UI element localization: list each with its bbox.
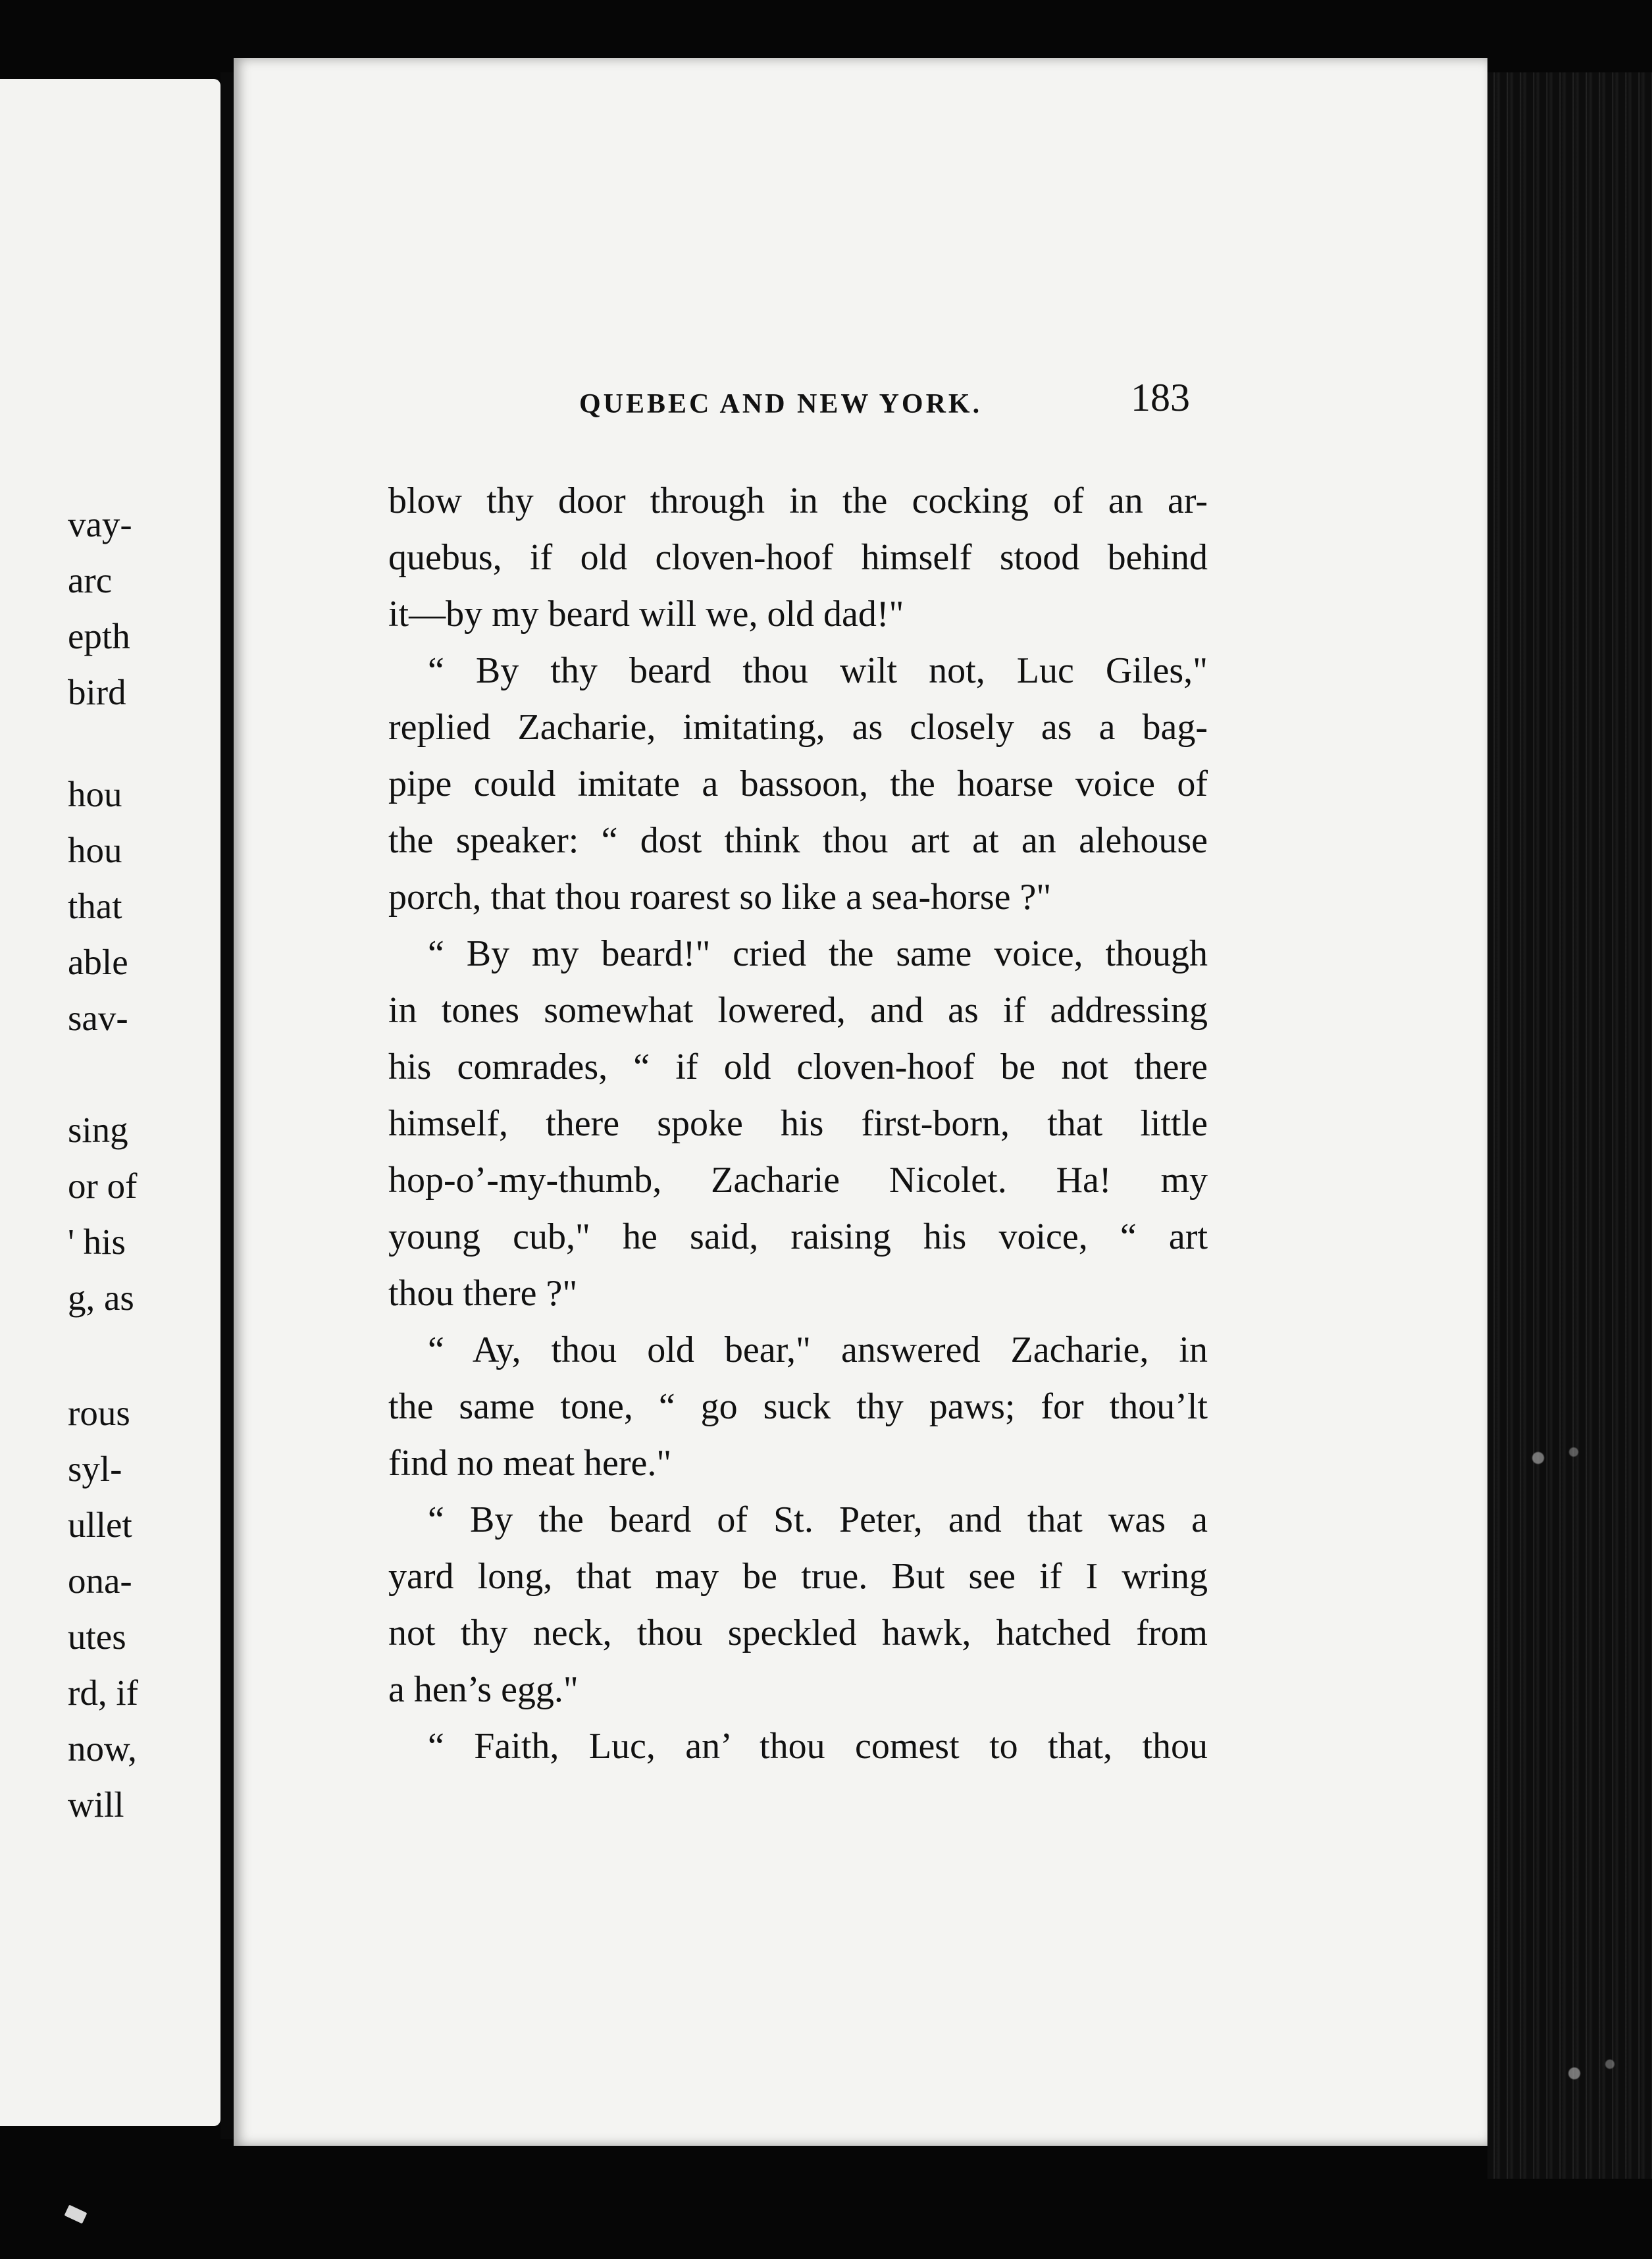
text-line: the speaker: “ dost think thou art at an alehouse (388, 820, 1208, 861)
left-fragment: hou (68, 830, 122, 870)
text-line: it—by my beard will we, old dad!" (388, 594, 904, 635)
text-line: “ Ay, thou old bear," answered Zacharie, in (428, 1330, 1208, 1370)
text-line: “ By my beard!" cried the same voice, though (428, 933, 1208, 974)
page-body (388, 473, 1208, 1775)
left-fragment: sing (68, 1110, 128, 1150)
text-line: young cub," he said, raising his voice, “ art (388, 1216, 1208, 1257)
left-fragment: ' his (68, 1222, 126, 1262)
text-line: thou there ?" (388, 1273, 578, 1314)
left-fragment: arc (68, 560, 113, 600)
text-line: not thy neck, thou speckled hawk, hatched from (388, 1613, 1208, 1653)
page-number: 183 (1131, 376, 1190, 419)
scan-mark (65, 2205, 88, 2224)
left-fragment: bird (68, 672, 126, 712)
edge-wear (1491, 1428, 1609, 1488)
text-line: quebus, if old cloven-hoof himself stood behind (388, 537, 1208, 578)
edge-wear (1527, 2027, 1645, 2119)
left-fragment: that (68, 886, 122, 926)
text-line: “ By the beard of St. Peter, and that was a (428, 1499, 1208, 1540)
left-fragment: ullet (68, 1505, 132, 1545)
left-fragment: rous (68, 1393, 130, 1433)
text-line: a hen’s egg." (388, 1669, 579, 1710)
text-line: his comrades, “ if old cloven-hoof be not there (388, 1047, 1208, 1087)
text-line: the same tone, “ go suck thy paws; for thou’lt (388, 1386, 1208, 1427)
left-fragment: syl- (68, 1449, 122, 1489)
left-fragment: now, (68, 1728, 137, 1769)
text-line: porch, that thou roarest so like a sea-horse ?" (388, 877, 1052, 918)
text-line: hop-o’-my-thumb, Zacharie Nicolet. Ha! my (388, 1160, 1208, 1201)
left-fragment: able (68, 942, 128, 982)
left-fragment: ona- (68, 1561, 132, 1601)
text-line: find no meat here." (388, 1443, 672, 1484)
left-fragment: sav- (68, 998, 128, 1038)
text-line: in tones somewhat lowered, and as if addressing (388, 990, 1208, 1031)
left-page (0, 79, 220, 2126)
text-line: pipe could imitate a bassoon, the hoarse voice of (388, 764, 1208, 804)
text-line: yard long, that may be true. But see if I wring (388, 1556, 1208, 1597)
text-line: “ Faith, Luc, an’ thou comest to that, thou (428, 1726, 1208, 1767)
left-fragment: hou (68, 774, 122, 814)
text-line: blow thy door through in the cocking of an ar- (388, 480, 1208, 521)
text-line: replied Zacharie, imitating, as closely as a bag- (388, 707, 1208, 748)
left-fragment: or of (68, 1166, 138, 1206)
left-fragment: utes (68, 1617, 126, 1657)
left-fragment: epth (68, 616, 130, 656)
left-fragment: rd, if (68, 1673, 138, 1713)
running-title: QUEBEC AND NEW YORK. (579, 389, 983, 419)
left-fragment: vay- (68, 504, 132, 544)
left-fragment: g, as (68, 1278, 134, 1318)
page-edges (1487, 72, 1652, 2179)
text-line: himself, there spoke his first-born, that little (388, 1103, 1208, 1144)
text-line: “ By thy beard thou wilt not, Luc Giles," (428, 650, 1208, 691)
left-fragment: will (68, 1784, 124, 1825)
